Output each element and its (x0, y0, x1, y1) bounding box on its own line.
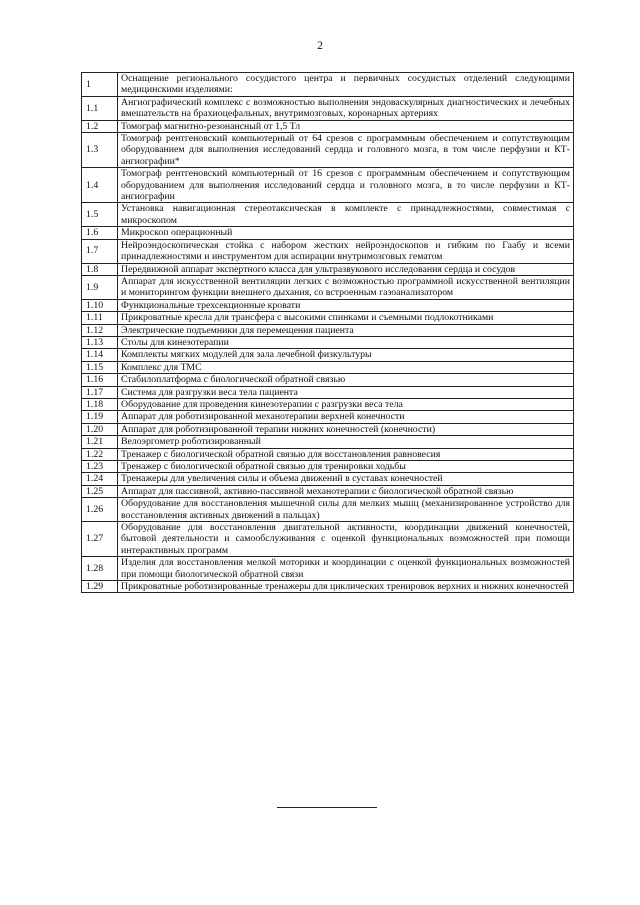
table-row (82, 398, 574, 410)
row-number: 1.26 (82, 498, 118, 522)
row-number: 1.13 (82, 336, 118, 348)
row-description: Ангиографический комплекс с возможностью выполнения эндоваскулярных диагностических и лечебных вмешательств на брахиоцефальных, внутримозговых, коронарных артериях (118, 96, 574, 120)
row-description: Велоэргометр роботизированный (118, 436, 574, 448)
row-number: 1.5 (82, 203, 118, 227)
row-description: Изделия для восстановления мелкой моторики и координации с оценкой функциональных возможностей при помощи биологической обратной связи (118, 557, 574, 581)
row-number: 1.2 (82, 120, 118, 132)
row-description: Аппарат для роботизированной терапии нижних конечностей (конечности) (118, 423, 574, 435)
table-row (82, 448, 574, 460)
table-row (82, 133, 574, 168)
row-number: 1.22 (82, 448, 118, 460)
row-description: Оборудование для восстановления двигательной активности, координации движений конечностей, бытовой деятельности и самообслуживания с оценкой функциональных возможностей при помощи интерактивных программ (118, 522, 574, 557)
row-number: 1.8 (82, 263, 118, 275)
row-number: 1.3 (82, 133, 118, 168)
row-description: Комплекты мягких модулей для зала лечебной физкультуры (118, 349, 574, 361)
row-number: 1.12 (82, 324, 118, 336)
row-number: 1 (82, 73, 118, 97)
row-description: Аппарат для роботизированной механотерапии верхней конечности (118, 411, 574, 423)
table-row (82, 522, 574, 557)
table-row (82, 96, 574, 120)
page-number: 2 (317, 40, 323, 52)
table-row (82, 227, 574, 239)
table-row (82, 239, 574, 263)
table-row (82, 299, 574, 311)
row-description: Тренажеры для увеличения силы и объема движений в суставах конечностей (118, 473, 574, 485)
row-number: 1.11 (82, 312, 118, 324)
row-number: 1.1 (82, 96, 118, 120)
row-description: Система для разгрузки веса тела пациента (118, 386, 574, 398)
table-row (82, 374, 574, 386)
row-description: Стабилоплатформа с биологической обратной связью (118, 374, 574, 386)
row-description: Функциональные трехсекционные кровати (118, 299, 574, 311)
row-number: 1.14 (82, 349, 118, 361)
row-number: 1.17 (82, 386, 118, 398)
row-number: 1.16 (82, 374, 118, 386)
row-description: Тренажер с биологической обратной связью для восстановления равновесия (118, 448, 574, 460)
table-row (82, 324, 574, 336)
table-row (82, 203, 574, 227)
table-row (82, 336, 574, 348)
row-number: 1.15 (82, 361, 118, 373)
row-description: Установка навигационная стереотаксическая в комплекте с принадлежностями, совместимая с микроскопом (118, 203, 574, 227)
table-row (82, 168, 574, 203)
table-row (82, 120, 574, 132)
row-description: Передвижной аппарат экспертного класса для ультразвукового исследования сердца и сосудов (118, 263, 574, 275)
table-row (82, 349, 574, 361)
row-number: 1.21 (82, 436, 118, 448)
table-row (82, 473, 574, 485)
table-row (82, 361, 574, 373)
row-description: Томограф рентгеновский компьютерный от 16 срезов с программным обеспечением и сопутствующим оборудованием для выполнения исследований сердца и головного мозга, в то числе перфузии и КТ-ангиографии (118, 168, 574, 203)
row-description: Прикроватные кресла для трансфера с высокими спинками и съемными подлокотниками (118, 312, 574, 324)
row-description: Оснащение регионального сосудистого центра и первичных сосудистых отделений следующими медицинскими изделиями: (118, 73, 574, 97)
row-description: Столы для кинезотерапии (118, 336, 574, 348)
row-description: Микроскоп операционный (118, 227, 574, 239)
table-row (82, 581, 574, 593)
row-number: 1.7 (82, 239, 118, 263)
table-row (82, 73, 574, 97)
row-number: 1.18 (82, 398, 118, 410)
table-row (82, 557, 574, 581)
row-description: Комплекс для ТМС (118, 361, 574, 373)
table-row (82, 423, 574, 435)
row-description: Тренажер с биологической обратной связью для тренировки ходьбы (118, 461, 574, 473)
row-number: 1.23 (82, 461, 118, 473)
row-description: Оборудование для проведения кинезотерапии с разгрузки веса тела (118, 398, 574, 410)
row-description: Аппарат для искусственной вентиляции легких с возможностью программной искусственной вентиляции и мониторингом функции внешнего дыхания, со встроенным газоанализатором (118, 275, 574, 299)
row-number: 1.27 (82, 522, 118, 557)
row-number: 1.4 (82, 168, 118, 203)
table-row (82, 485, 574, 497)
table-body (82, 73, 574, 593)
row-description: Оборудование для восстановления мышечной силы для мелких мышц (механизированное устройство для восстановления активных движений в пальцах) (118, 498, 574, 522)
table-row (82, 386, 574, 398)
row-number: 1.24 (82, 473, 118, 485)
table-row (82, 263, 574, 275)
table-row (82, 498, 574, 522)
row-number: 1.28 (82, 557, 118, 581)
table-row (82, 436, 574, 448)
row-description: Аппарат для пассивной, активно-пассивной механотерапии с биологической обратной связью (118, 485, 574, 497)
row-number: 1.25 (82, 485, 118, 497)
row-description: Томограф магнитно-резонансный от 1,5 Тл (118, 120, 574, 132)
row-description: Прикроватные роботизированные тренажеры для циклических тренировок верхних и нижних конечностей (118, 581, 574, 593)
equipment-table (81, 72, 574, 593)
row-number: 1.9 (82, 275, 118, 299)
row-description: Электрические подъемники для перемещения пациента (118, 324, 574, 336)
row-number: 1.19 (82, 411, 118, 423)
end-of-document-line (277, 807, 377, 808)
row-description: Нейроэндоскопическая стойка с набором жестких нейроэндоскопов и гибким по Гаабу и всеми принадлежностями и инструментом для аспирации внутримозговых гематом (118, 239, 574, 263)
table-row (82, 411, 574, 423)
table-row (82, 461, 574, 473)
row-description: Томограф рентгеновский компьютерный от 64 срезов с программным обеспечением и сопутствующим оборудованием для выполнения исследований сердца и головного мозга, в том числе перфузии и КТ-ангиографии* (118, 133, 574, 168)
row-number: 1.6 (82, 227, 118, 239)
row-number: 1.29 (82, 581, 118, 593)
row-number: 1.10 (82, 299, 118, 311)
row-number: 1.20 (82, 423, 118, 435)
table-row (82, 275, 574, 299)
table-row (82, 312, 574, 324)
